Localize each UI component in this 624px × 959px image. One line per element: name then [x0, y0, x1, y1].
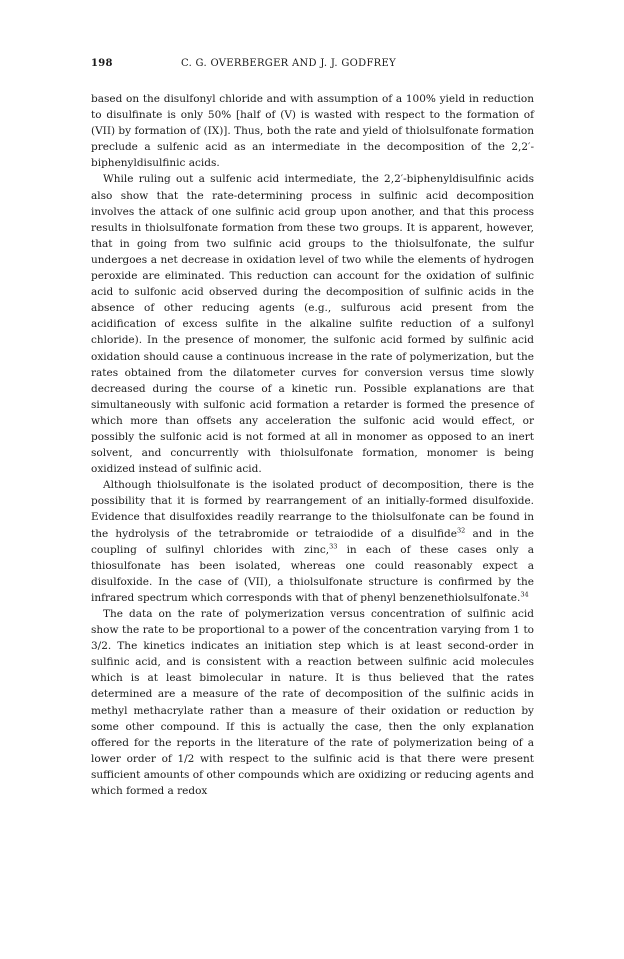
reference-superscript: 34 [520, 590, 529, 599]
paragraph: The data on the rate of polymerization versus concentration of sulfinic acid show the rate to be proportional to a power of the concentration varying from 1 to 3/2. The kinetics indicates an initiation step which is at least second-order in sulfinic acid, and is consistent with a reaction between sulfinic acid molecules which is at least bimolecular in nature. It is thus believed that the rates determined are a measure of the rate of decomposition of the sulfinic acids in methyl methacrylate rather than a measure of their oxidation or reduction by some other compound. If this is actually the case, then the only explanation offered for the reports in the literature of the rate of polymerization being of a lower order of 1/2 with respect to the sulfinic acid is that there were present sufficient amounts of other compounds which are oxidizing or reducing agents and which formed a redox [91, 608, 534, 798]
reference-superscript: 32 [456, 526, 466, 535]
body-text [91, 91, 534, 799]
page-header [91, 58, 534, 74]
text-run: Although thiolsulfonate is the isolated product of decomposition, there is the possibility that it is formed by rearrangement of an initially-formed disulfoxide. Evidence that disulfoxides readily rearrange to the thiolsulfonate can be found in the hydrolysis of the tetrabromide or tetraiodide of a disulfide [91, 479, 534, 540]
reference-superscript: 33 [329, 542, 338, 551]
paragraph: based on the disulfonyl chloride and with assumption of a 100% yield in reduction to disulfinate is only 50% [half of (V) is wasted with respect to the formation of (VII) by formation of (IX)]. Thus, both the rate and yield of thiolsulfonate formation preclude a sulfenic acid as an intermediate in the decomposition of the 2,2′-biphenyldisulfinic acids. [91, 93, 534, 170]
running-head: C. G. OVERBERGER AND J. J. GODFREY [181, 58, 397, 69]
text-run: in each of these cases only a thiosulfonate has been isolated, whereas one could reasonably expect a disulfoxide. In the case of (VII), a thiolsulfonate structure is confirmed by the infrared spectrum which corresponds with that of phenyl benzenethiolsulfonate. [91, 543, 534, 604]
paragraph: While ruling out a sulfenic acid intermediate, the 2,2′-biphenyldisulfinic acids also show that the rate-determining process in sulfinic acid decomposition involves the attack of one sulfinic acid group upon another, and that this process results in thiolsulfonate formation from these two groups. It is apparent, however, that in going from two sulfinic acid groups to the thiolsulfonate, the sulfur undergoes a net decrease in oxidation level of two while the elements of hydrogen peroxide are eliminated. This reduction can account for the oxidation of sulfinic acid to sulfonic acid observed during the decomposition of sulfinic acids in the absence of other reducing agents (e.g., sulfurous acid present from the acidification of excess sulfite in the alkaline sulfite reduction of a sulfonyl chloride). In the presence of monomer, the sulfonic acid formed by sulfinic acid oxidation should cause a continuous increase in the rate of polymerization, but the rates obtained from the dilatometer curves for conversion versus time slowly decreased during the course of a kinetic run. Possible explanations are that simultaneously with sulfonic acid formation a retarder is formed the presence of which more than offsets any acceleration the sulfonic acid would effect, or possibly the sulfonic acid is not formed at all in monomer as opposed to an inert solvent, and concurrently with thiolsulfonate formation, monomer is being oxidized instead of sulfinic acid. [91, 173, 534, 476]
page-number: 198 [91, 58, 113, 69]
text-run: and in the coupling of sulfinyl chlorides with zinc, [91, 527, 534, 556]
document-page [91, 58, 534, 799]
paragraph [91, 477, 534, 606]
